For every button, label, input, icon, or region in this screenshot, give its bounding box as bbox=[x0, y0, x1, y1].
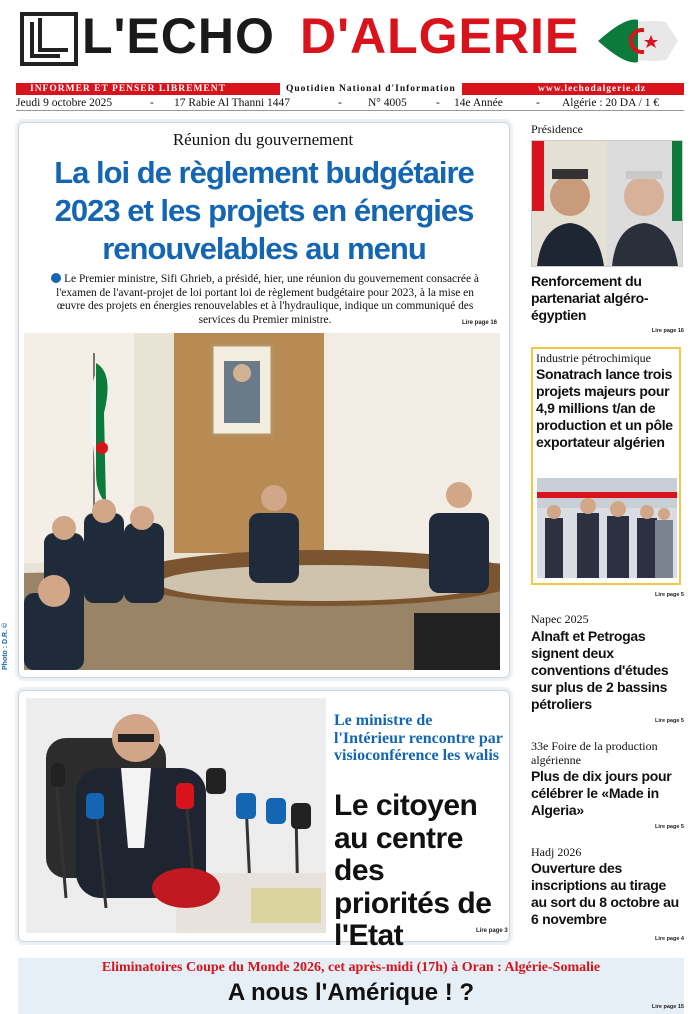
main-story-kicker: Réunion du gouvernement bbox=[172, 130, 354, 149]
issue-number: N° 4005 bbox=[368, 97, 407, 109]
bottom-story-headline[interactable]: A nous l'Amérique ! ? bbox=[227, 979, 475, 1006]
presidence-headline[interactable]: Renforcement du partenariat algéro-égyptien bbox=[531, 273, 649, 323]
foire-headline[interactable]: Plus de dix jours pour célébrer le «Made in Algeria» bbox=[531, 768, 672, 818]
tagline-center: Quotidien National d'Information bbox=[280, 83, 462, 95]
bottom-story-kicker: Eliminatoires Coupe du Monde 2026, cet après-midi (17h) à Oran : Algérie-Somalie bbox=[101, 960, 601, 975]
presidence-read-more[interactable]: Lire page 16 bbox=[651, 328, 684, 334]
tagline-bar bbox=[16, 83, 684, 95]
masthead-title-algerie: D'ALGERIE bbox=[300, 8, 580, 64]
bullet-icon bbox=[51, 273, 61, 283]
photo-credit: Photo : D.R. © bbox=[2, 622, 9, 670]
bottom-story-read-more[interactable]: Lire page 15 bbox=[651, 1004, 684, 1010]
presidence-kicker: Présidence bbox=[531, 122, 583, 136]
government-meeting-photo bbox=[24, 333, 500, 670]
napec-kicker: Napec 2025 bbox=[531, 612, 589, 626]
main-story-read-more[interactable]: Lire page 16 bbox=[462, 320, 498, 326]
foire-read-more[interactable]: Lire page 5 bbox=[654, 824, 684, 830]
hadj-read-more[interactable]: Lire page 4 bbox=[654, 936, 684, 942]
petro-read-more[interactable]: Lire page 5 bbox=[654, 592, 684, 598]
masthead-title-echo: L'ECHO bbox=[82, 8, 275, 64]
napec-read-more[interactable]: Lire page 5 bbox=[654, 718, 684, 724]
petro-headline[interactable]: Sonatrach lance trois projets majeurs pour 4,9 millions t/an de production et un pôle exportateur algérien bbox=[536, 366, 673, 450]
minister-story-kicker: Le ministre de l'Intérieur rencontre par visioconférence les walis bbox=[334, 712, 503, 764]
minister-press-photo bbox=[26, 698, 326, 933]
hadj-kicker: Hadj 2026 bbox=[531, 845, 582, 859]
sonatrach-delegation-photo bbox=[537, 478, 677, 578]
tagline-left: INFORMER ET PENSER LIBREMENT bbox=[30, 84, 226, 94]
hijri-date: 17 Rabie Al Thanni 1447 bbox=[174, 97, 291, 109]
year-number: 14e Année bbox=[454, 97, 503, 109]
newspaper-logo-icon bbox=[20, 12, 78, 66]
website-url[interactable]: www.lechodalgerie.dz bbox=[538, 84, 647, 94]
algeria-flag-icon bbox=[596, 16, 680, 66]
presidents-portrait-photo bbox=[531, 140, 683, 267]
hadj-headline[interactable]: Ouverture des inscriptions au tirage au sort du 8 octobre au 6 novembre bbox=[531, 860, 679, 927]
dateline: Jeudi 9 octobre 2025 - 17 Rabie Al Thanni 1447 - N° 4005 - 14e Année - Algérie : 20 DA / 1 € bbox=[16, 96, 684, 111]
minister-story-headline[interactable]: Le citoyen au centre des priorités de l'Etat bbox=[334, 789, 492, 952]
main-story-lead bbox=[50, 273, 480, 327]
date: Jeudi 9 octobre 2025 bbox=[16, 97, 113, 109]
napec-headline[interactable]: Alnaft et Petrogas signent deux conventions d'études sur plus de 2 bassins pétroliers bbox=[531, 628, 669, 712]
main-story-headline[interactable]: La loi de règlement budgétaire 2023 et les projets en énergies renouvelables au menu bbox=[54, 155, 474, 266]
foire-kicker: 33e Foire de la production algérienne bbox=[531, 739, 658, 767]
minister-story-read-more[interactable]: Lire page 3 bbox=[476, 928, 508, 934]
main-story-lead-text: Le Premier ministre, Sifi Ghrieb, a présidé, hier, une réunion du gouvernement consacrée à l'examen de l'avant-projet de loi portant loi de règlement budgétaire pour 2023, à la mise en œuvre des projets en énergies renouvelables et à l'hydraulique, indique un communiqué des services du Premier ministre. bbox=[56, 273, 479, 326]
price: Algérie : 20 DA / 1 € bbox=[562, 97, 660, 109]
petro-kicker: Industrie pétrochimique bbox=[536, 351, 651, 365]
